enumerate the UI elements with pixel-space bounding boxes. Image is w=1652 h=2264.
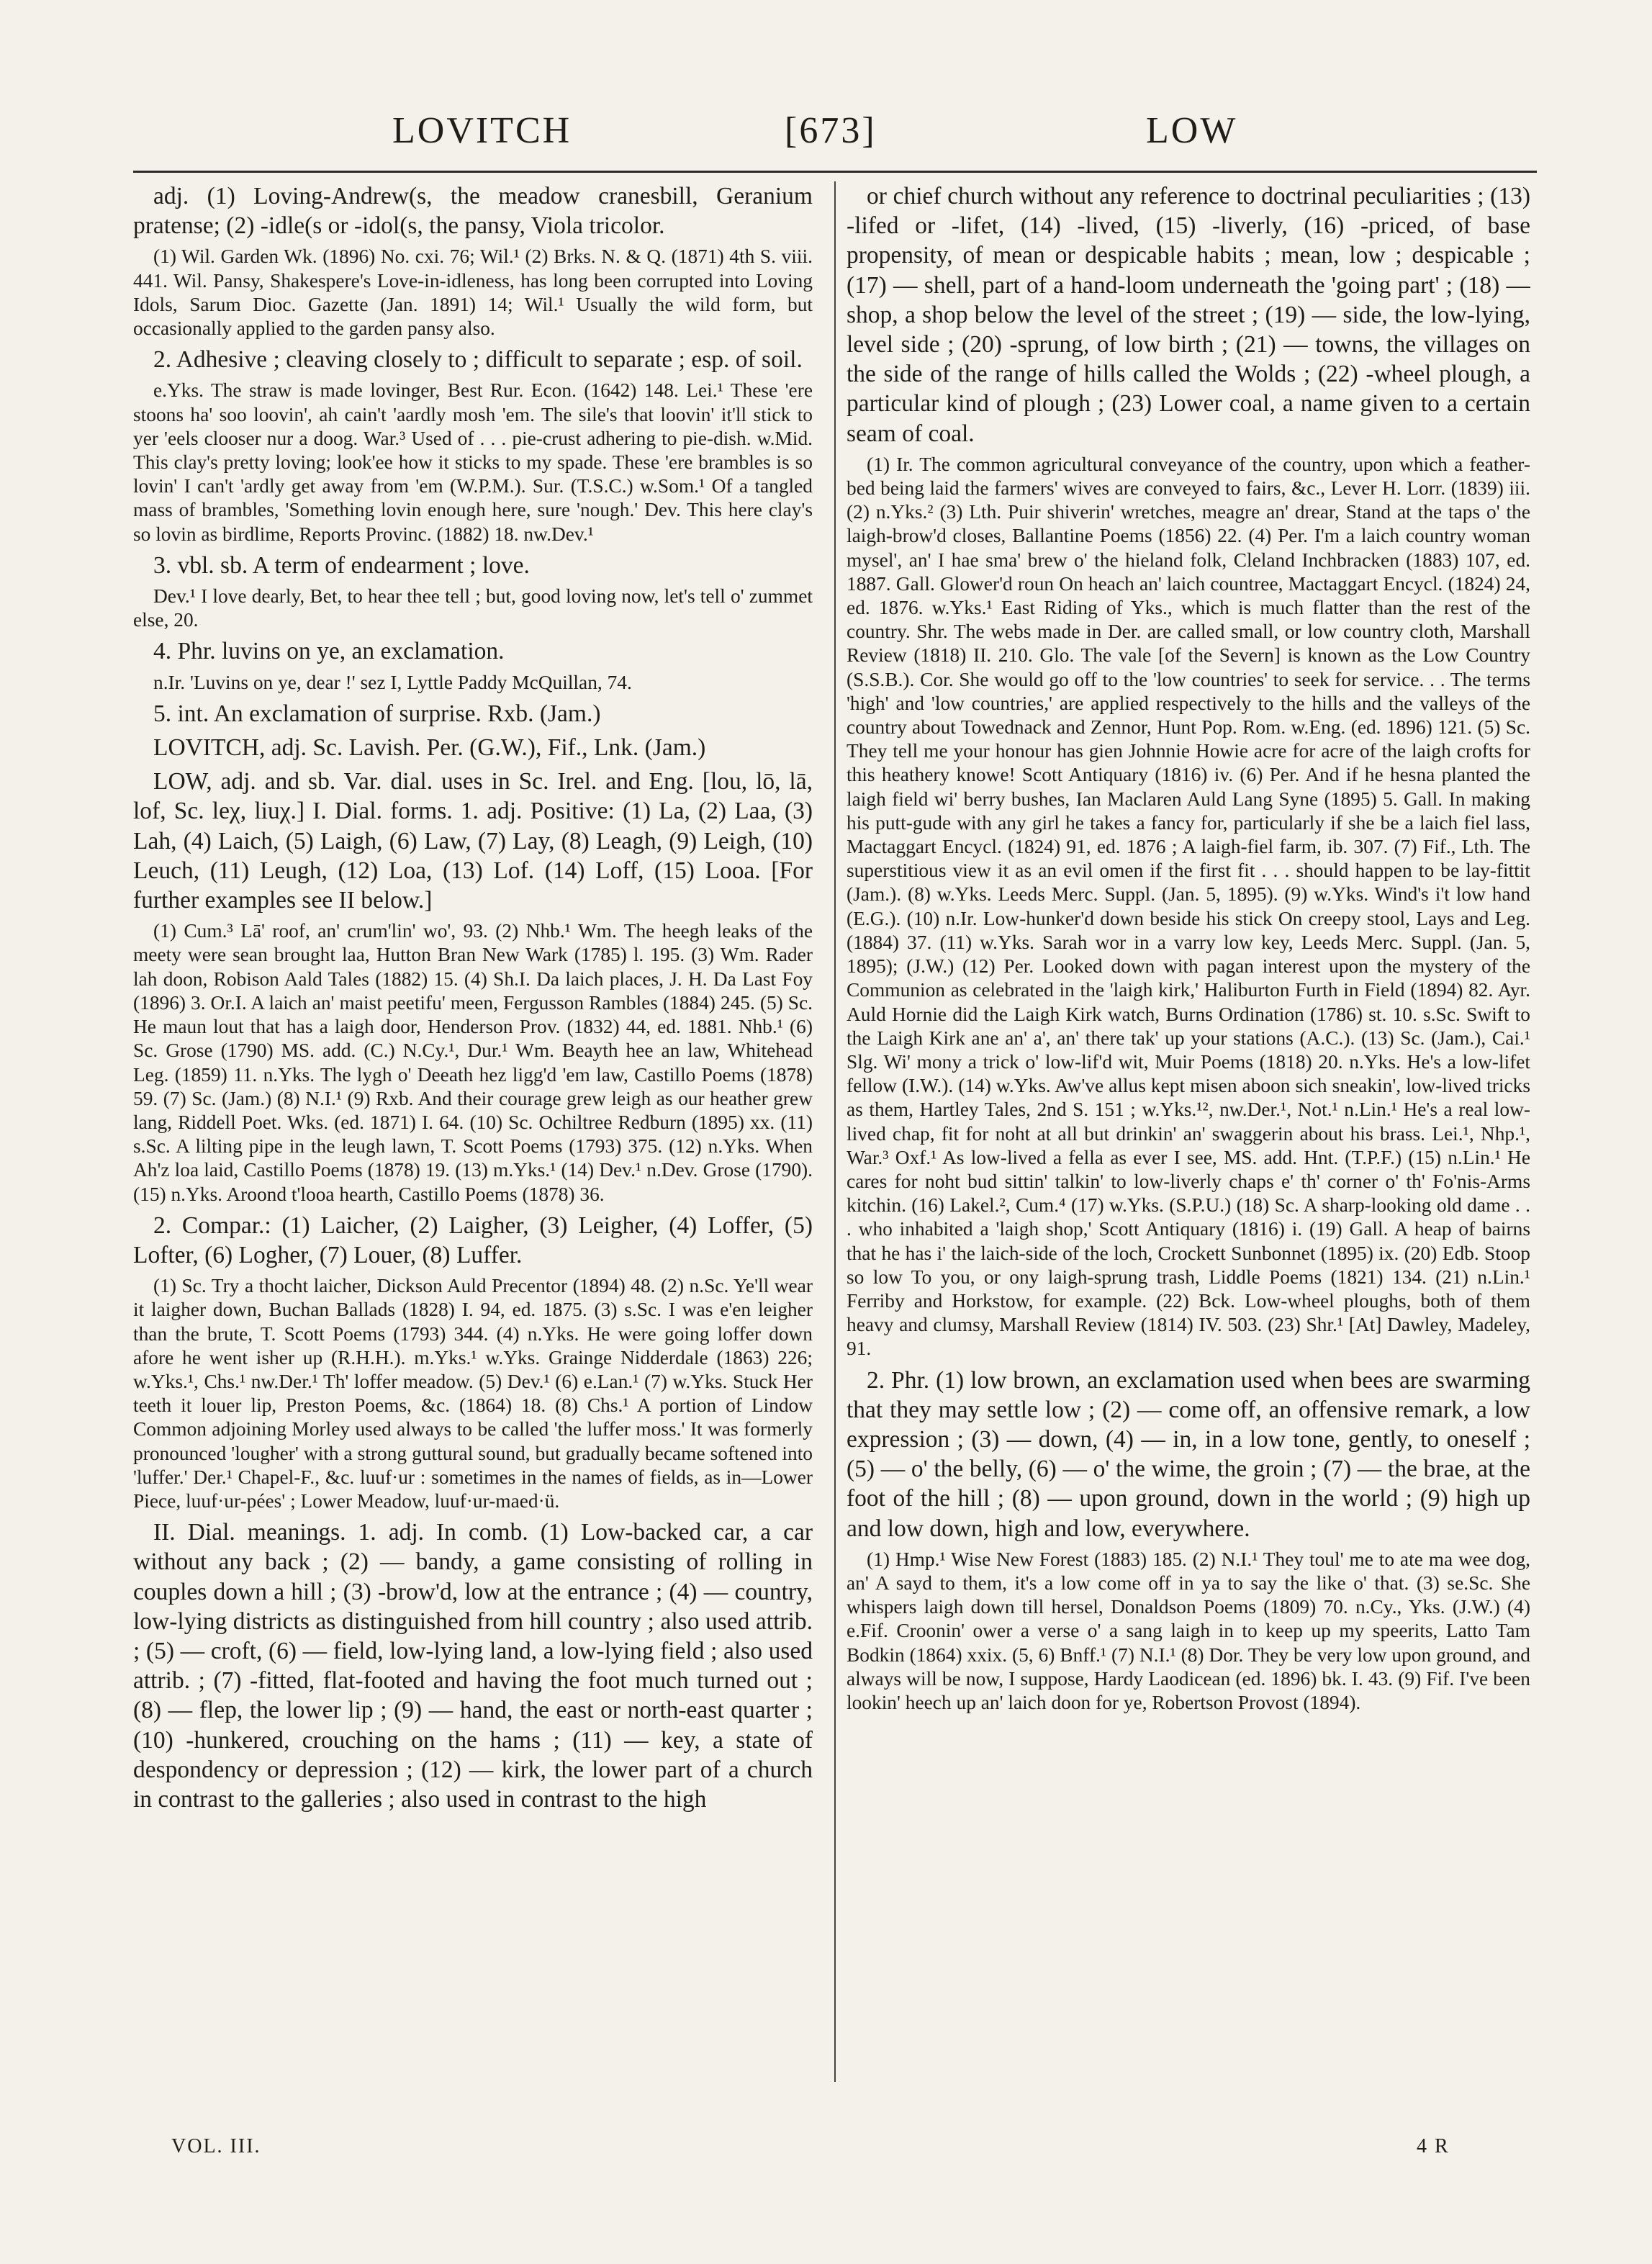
entry-paragraph: 5. int. An exclamation of surprise. Rxb. (Jam.) bbox=[153, 700, 601, 727]
citation-paragraph: (1) Cum.³ Lā' roof, an' crum'lin' wo', 93. (2) Nhb.¹ Wm. The heegh leaks of the meety were sean brought laa, Hutton Bran New Wark (1785) l. 195. (3) Wm. Rader lah doon, Robison Aald Tales (1882) 15. (4) Sh.I. Da laich places, J. H. Da Last Foy (1896) 3. Or.I. A laich an' maist peetifu' meen, Fergusson Rambles (1884) 245. (5) Sc. He maun lout that has a laigh door, Henderson Prov. (1832) 44, ed. 1881. Nhb.¹ (6) Sc. Grose (1790) MS. add. (C.) N.Cy.¹, Dur.¹ Wm. Beayth hee an law, Whitehead Leg. (1859) 11. n.Yks. The lygh o' Deeath hez ligg'd 'em law, Castillo Poems (1878) 59. (7) Sc. (Jam.) (8) N.I.¹ (9) Rxb. And their courage grew leigh as our heather grew lang, Riddell Poet. Wks. (ed. 1871) I. 64. (10) Sc. Ochiltree Redburn (1895) xx. (11) s.Sc. A lilting pipe in the leugh lawn, T. Scott Poems (1793) 375. (12) n.Yks. When Ah'z loa laid, Castillo Poems (1878) 19. (13) m.Yks.¹ (14) Dev.¹ n.Dev. Grose (1790). (15) n.Yks. Aroond t'looa hearth, Castillo Poems (1878) 36. bbox=[133, 920, 813, 1205]
header-right-word: LOW bbox=[1146, 110, 1238, 151]
header-left-word: LOVITCH bbox=[392, 110, 572, 151]
signature-mark: 4 R bbox=[1417, 2135, 1450, 2157]
citation-paragraph: (1) Wil. Garden Wk. (1896) No. cxi. 76; Wil.¹ (2) Brks. N. & Q. (1871) 4th S. viii. 441. Wil. Pansy, Shakespere's Love-in-idleness, has long been corrupted into Loving Idols, Sarum Dioc. Gazette (Jan. 1891) 14; Wil.¹ Usually the wild form, but occasionally applied to the garden pansy also. bbox=[133, 245, 813, 340]
entry-paragraph: LOVITCH, adj. Sc. Lavish. Per. (G.W.), Fif., Lnk. (Jam.) bbox=[153, 734, 706, 762]
citation-paragraph: (1) Ir. The common agricultural conveyance of the country, upon which a feather-bed being laid the farmers' wives are conveyed to fairs, &c., Lever H. Lorr. (1839) iii. (2) n.Yks.² (3) Lth. Puir shiverin' wretches, meagre an' drear, Stand at the taps o' the laigh-brow'd closes, Ballantine Poems (1856) 22. (4) Per. I'm a laich country woman mysel', an' I hae sma' brew o' the hieland folk, Cleland Inchbracken (1883) 107, ed. 1887. Gall. Glower'd roun On heach an' laich countree, Mactaggart Encycl. (1824) 24, ed. 1876. w.Yks.¹ East Riding of Yks., which is much flatter than the rest of the country. Shr. The webs made in Der. are called small, or low country cloth, Marshall Review (1818) II. 210. Glo. The vale [of the Severn] is known as the Low Country (S.S.B.). Cor. She would go off to the 'low countries' to seek for service. . . The terms 'high' and 'low countries,' are applied respectively to the hills and the valleys of the country about Towednack and Zennor, Hunt Pop. Rom. w.Eng. (ed. 1896) 121. (5) Sc. They tell me your honour has gien Johnnie Howie acre for acre of the laigh crofts for this heathery knowe! Scott Antiquary (1816) iv. (6) Per. And if he hesna planted the laigh field wi' berry bushes, Ian Maclaren Auld Lang Syne (1895) 5. Gall. In making his putt-gude with any girl he takes a fancy for, particularly if she be a laich fiel lass, Mactaggart Encycl. (1824) 91, ed. 1876 ; A laigh-fiel farm, ib. 307. (7) Fif., Lth. The superstitious view it as an evil omen if the first fit . . . should happen to be lay-fittit (Jam.). (8) w.Yks. Leeds Merc. Suppl. (Jan. 5, 1895). (9) w.Yks. Wind's i't low hand (E.G.). (10) n.Ir. Low-hunker'd down beside his stick On creepy stool, Lays and Leg. (1884) 37. (11) w.Yks. Sarah wor in a varry low key, Leeds Merc. Suppl. (Jan. 5, 1895); (J.W.) (12) Per. Looked down with pagan interest upon the mystery of the Communion as celebrated in the 'laigh kirk,' Haliburton Furth in Field (1894) 82. Ayr. Auld Hornie did the Laigh Kirk watch, Burns Ordination (1786) st. 10. s.Sc. Swift to the Laigh Kirk ane an' a', an' there tak' up your stations (A.C.). (13) Sc. (Jam.), Cai.¹ Slg. Wi' mony a trick o' low-lif'd wit, Muir Poems (1818) 20. n.Yks. He's a low-lifet fellow (I.W.). (14) w.Yks. Aw've allus kept misen aboon sich sneakin', low-lived tricks as them, Hartley Tales, 2nd S. 151 ; w.Yks.¹², nw.Der.¹, Not.¹ n.Lin.¹ He's a real low-lived chap, fit for noht at all but drinkin' an' swaggerin about his brass. Lei.¹, Nhp.¹, War.³ Oxf.¹ As low-lived a fella as ever I see, MS. add. Hnt. (T.P.F.) (15) n.Lin.¹ He cares for noht bud sittin' talkin' to low-liverly chaps e' th' corner o' th' Fo'nis-Arms kitchin. (16) Lakel.², Cum.⁴ (17) w.Yks. (S.P.U.) (18) Sc. A sharp-looking old dame . . . who inhabited a 'laigh shop,' Scott Antiquary (1816) i. (19) Gall. A heap of bairns that he has i' the laich-side of the loch, Crockett Sunbonnet (1895) ix. (20) Edb. Stoop so low To you, or ony laigh-sprung trash, Liddle Poems (1821) 134. (21) n.Lin.¹ Ferriby and Horkstow, for example. (22) Bck. Low-wheel ploughs, both of them heavy and clumsy, Marshall Review (1814) IV. 503. (23) Shr.¹ [At] Dawley, Madeley, 91. bbox=[847, 453, 1530, 1360]
entry-paragraph: 2. Compar.: (1) Laicher, (2) Laigher, (3) Leigher, (4) Loffer, (5) Lofter, (6) Logher, (7) Louer, (8) Luffer. bbox=[133, 1212, 813, 1268]
entry-paragraph: or chief church without any reference to doctrinal peculiarities ; (13) -lifed or -lifet, (14) -lived, (15) -liverly, (16) -priced, of base propensity, of mean or despicable habits ; mean, low ; despicable ; (17) — shell, part of a hand-loom underneath the 'going part' ; (18) — shop, a shop below the level of the street ; (19) — side, the low-lying, level side ; (20) -sprung, of low birth ; (21) — towns, the villages on the side of the range of hills called the Wolds ; (22) -wheel plough, a particular kind of plough ; (23) Lower coal, a name given to a certain seam of coal. bbox=[847, 183, 1530, 447]
entry-paragraph: II. Dial. meanings. 1. adj. In comb. (1) Low-backed car, a car without any back ; (2) — bandy, a game consisting of rolling in couples down a hill ; (3) -brow'd, low at the entrance ; (4) — country, low-lying districts as distinguished from hill country ; also used attrib. ; (5) — croft, (6) — field, low-lying land, a low-lying field ; also used attrib. ; (7) -fitted, flat-footed and having the foot much turned out ; (8) — flep, the lower lip ; (9) — hand, the east or north-east quarter ; (10) -hunkered, crouching on the hams ; (11) — key, a state of despondency or depression ; (12) — kirk, the lower part of a church in contrast to the galleries ; also used in contrast to the high bbox=[133, 1519, 813, 1813]
citation-paragraph: (1) Hmp.¹ Wise New Forest (1883) 185. (2) N.I.¹ They toul' me to ate ma wee dog, an' A sayd to them, it's a low come off in ya to say the like o' that. (3) se.Sc. She whispers laigh down till hersel, Donaldson Poems (1809) 70. n.Cy., Yks. (J.W.) (4) e.Fif. Croonin' ower a verse o' a sang laigh in to keep up my speerits, Latto Tam Bodkin (1864) xxix. (5, 6) Bnff.¹ (7) N.I.¹ (8) Dor. They be very low upon ground, and always will be now, I suppose, Hardy Laodicean (ed. 1896) bk. I. 43. (9) Fif. I've been lookin' heech up an' laich doon for ye, Robertson Provost (1894). bbox=[847, 1548, 1530, 1713]
page-number: [673] bbox=[785, 110, 877, 151]
volume-label: VOL. III. bbox=[171, 2135, 261, 2157]
citation-paragraph: (1) Sc. Try a thocht laicher, Dickson Auld Precentor (1894) 48. (2) n.Sc. Ye'll wear it laigher down, Buchan Ballads (1828) I. 94, ed. 1875. (3) s.Sc. I was e'en leigher than the brute, T. Scott Poems (1793) 344. (4) n.Yks. He were going loffer down afore he went isher up (R.H.H.). m.Yks.¹ w.Yks. Grainge Nidderdale (1863) 226; w.Yks.¹, Chs.¹ nw.Der.¹ Th' loffer meadow. (5) Dev.¹ (6) e.Lan.¹ (7) w.Yks. Stuck Her teeth it louer lip, Preston Poems, &c. (1864) 18. (8) Chs.¹ A portion of Lindow Common adjoining Morley used always to be called 'the luffer moss.' It was formerly pronounced 'lougher' with a strong guttural sound, but gradually became softened into 'luffer.' Der.¹ Chapel-F., &c. luuf·ur : sometimes in the names of fields, as in—Lower Piece, luuf·ur-pées' ; Lower Meadow, luuf·ur-maed·ü. bbox=[133, 1275, 813, 1512]
column-divider bbox=[834, 181, 836, 2082]
entry-paragraph: adj. (1) Loving-Andrew(s, the meadow cranesbill, Geranium pratense; (2) -idle(s or -idol(s, the pansy, Viola tricolor. bbox=[133, 183, 813, 240]
entry-paragraph: 3. vbl. sb. A term of endearment ; love. bbox=[153, 551, 530, 579]
header-rule bbox=[133, 171, 1537, 173]
left-column bbox=[133, 181, 813, 2089]
citation-paragraph: n.Ir. 'Luvins on ye, dear !' sez I, Lyttle Paddy McQuillan, 74. bbox=[153, 671, 632, 693]
right-column bbox=[847, 181, 1530, 2089]
citation-paragraph: Dev.¹ I love dearly, Bet, to hear thee tell ; but, good loving now, let's tell o' zummet else, 20. bbox=[133, 585, 813, 631]
entry-paragraph: 4. Phr. luvins on ye, an exclamation. bbox=[153, 638, 505, 665]
entry-paragraph: 2. Phr. (1) low brown, an exclamation used when bees are swarming that they may settle low ; (2) — come off, an offensive remark, a low expression ; (3) — down, (4) — in, in a low tone, gently, to oneself ; (5) — o' the belly, (6) — o' the wime, the groin ; (7) — the brae, at the foot of the hill ; (8) — upon ground, down in the world ; (9) high up and low down, high and low, everywhere. bbox=[847, 1366, 1530, 1542]
citation-paragraph: e.Yks. The straw is made lovinger, Best Rur. Econ. (1642) 148. Lei.¹ These 'ere stoons ha' soo loovin', ah cain't 'aardly mosh 'em. The sile's that loovin' it'll stick to yer 'eels clooser nur a doog. War.³ Used of . . . pie-crust adhering to pie-dish. w.Mid. This clay's pretty loving; look'ee how it sticks to my spade. These 'ere brambles is so lovin' I can't 'ardly get away from 'em (W.P.M.). Sur. (T.S.C.) w.Som.¹ Of a tangled mass of brambles, 'Something lovin enough here, sure 'nough.' Dev. This here clay's so lovin as birdlime, Reports Provinc. (1882) 18. nw.Dev.¹ bbox=[133, 379, 813, 545]
entry-paragraph: 2. Adhesive ; cleaving closely to ; difficult to separate ; esp. of soil. bbox=[153, 346, 803, 374]
entry-paragraph: LOW, adj. and sb. Var. dial. uses in Sc. Irel. and Eng. [lou, lō, lā, lof, Sc. leχ, liuχ.] I. Dial. forms. 1. adj. Positive: (1) La, (2) Laa, (3) Lah, (4) Laich, (5) Laigh, (6) Law, (7) Lay, (8) Leagh, (9) Leigh, (10) Leuch, (11) Leugh, (12) Loa, (13) Lof. (14) Loff, (15) Looa. [For further examples see II below.] bbox=[133, 768, 813, 914]
